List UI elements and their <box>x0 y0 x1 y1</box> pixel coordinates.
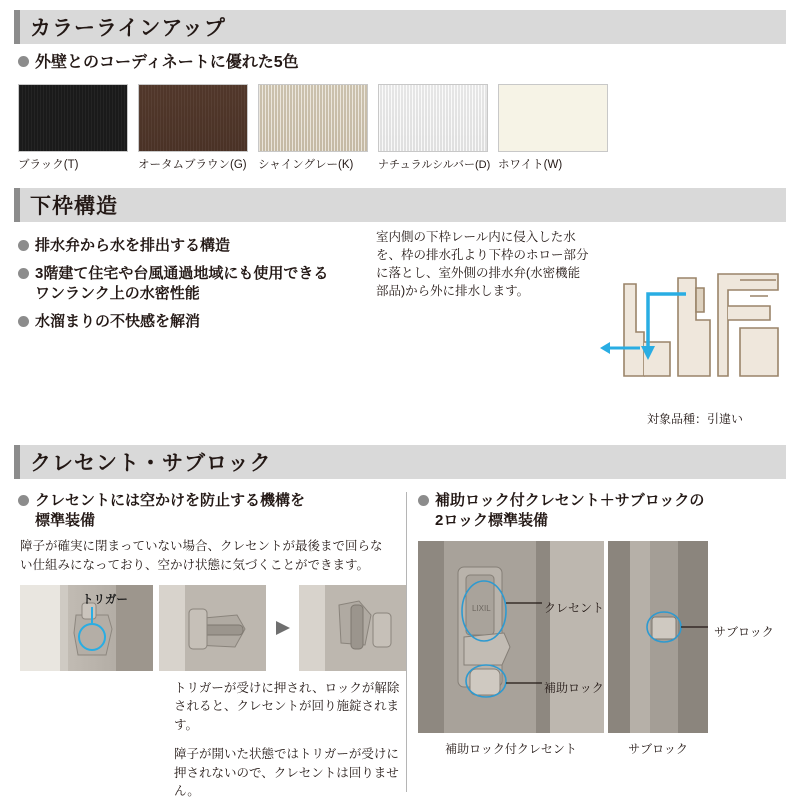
lower-frame-bullet-2-line1: 3階建て住宅や台風通過地域にも使用できる <box>35 264 329 282</box>
color-swatch-item <box>258 84 368 172</box>
crescent-left-heading-line2: 標準装備 <box>35 511 96 529</box>
lower-frame-bullets <box>14 228 366 333</box>
section-accent-bar <box>14 10 20 44</box>
color-label-black: ブラック(T) <box>18 158 79 171</box>
section-title-colors: カラーラインアップ <box>30 17 226 40</box>
lower-frame-bullet-3 <box>18 312 366 332</box>
color-swatch-item <box>498 84 608 172</box>
arrow-container <box>272 585 293 671</box>
bullet-dot-icon <box>18 56 29 67</box>
bullet-dot-icon <box>418 495 429 506</box>
lock-caption-row <box>418 737 786 757</box>
section-header-colors <box>14 10 786 44</box>
crescent-left-heading-line1: クレセントには空かけを防止する機構を <box>35 491 306 509</box>
color-swatch-item <box>138 84 248 172</box>
caption-aux-lock-crescent: 補助ロック付クレセント <box>445 742 577 757</box>
lower-frame-diagram-caption: 対象品種：引違い <box>646 412 743 426</box>
lower-frame-bullet-2-line2: ワンランク上の水密性能 <box>35 285 200 303</box>
crescent-right-column <box>406 483 786 802</box>
photo-crescent-before <box>159 585 266 671</box>
crescent-right-heading-line1: 補助ロック付クレセント＋サブロックの <box>435 491 705 509</box>
section-accent-bar <box>14 445 20 479</box>
document-page <box>0 10 800 810</box>
lower-frame-diagram <box>600 272 790 392</box>
lower-frame-bullet-2 <box>18 264 366 305</box>
color-swatch-shine-gray <box>258 84 368 152</box>
callout-aux-lock: 補助ロック <box>544 681 604 696</box>
color-label-shine-gray: シャイングレー(K) <box>258 158 354 171</box>
color-swatch-row <box>18 84 786 172</box>
section-title-crescent: クレセント・サブロック <box>30 451 272 475</box>
bullet-dot-icon <box>18 495 29 506</box>
lower-frame-bullet-3-text: 水溜まりの不快感を解消 <box>35 313 201 331</box>
color-label-natural-silver: ナチュラルシルバー(D) <box>378 158 491 171</box>
photo-sublock <box>608 541 708 733</box>
section-header-lower-frame <box>14 188 786 222</box>
crescent-note-1: トリガーが受けに押され、ロックが解除されると、クレセントが回り施錠されます。 <box>174 680 400 733</box>
color-swatch-natural-silver <box>378 84 488 152</box>
bullet-dot-icon <box>18 240 29 251</box>
colors-lead-text: 外壁とのコーディネートに優れた5色 <box>35 54 299 71</box>
right-arrow-icon <box>274 619 292 637</box>
column-divider <box>406 492 407 792</box>
color-label-white: ホワイト(W) <box>498 158 563 171</box>
photo-aux-lock-crescent <box>418 541 604 733</box>
crescent-right-heading <box>418 491 786 532</box>
svg-text:LIXIL: LIXIL <box>472 604 491 614</box>
color-swatch-item <box>378 84 491 172</box>
lower-frame-description: 室内側の下枠レール内に侵入した水を、枠の排水孔より下枠のホロー部分に落とし、室外側の排水弁(水密機能部品)から外に排水します。 <box>376 229 589 298</box>
bullet-dot-icon <box>18 268 29 279</box>
bullet-dot-icon <box>18 316 29 327</box>
color-swatch-white <box>498 84 608 152</box>
crescent-photo-row <box>20 585 406 671</box>
crescent-note-2: 障子が開いた状態ではトリガーが受けに押されないので、クレセントは回りません。 <box>174 746 399 799</box>
crescent-left-body: 障子が確実に閉まっていない場合、クレセントが最後まで回らない仕組みになっており、空かけ状態に気づくことができます。 <box>20 539 383 572</box>
section-title-lower-frame: 下枠構造 <box>30 194 118 218</box>
color-label-autumn-brown: オータムブラウン(G) <box>138 158 247 171</box>
color-swatch-item <box>18 84 128 172</box>
color-swatch-black <box>18 84 128 152</box>
lower-frame-bullet-1-text: 排水弁から水を排出する構造 <box>35 236 231 254</box>
colors-lead-bullet <box>18 52 786 74</box>
lower-frame-bullet-1 <box>18 236 366 256</box>
crescent-left-heading <box>18 491 406 532</box>
lower-frame-diagram-svg <box>600 272 790 392</box>
callout-sublock: サブロック <box>714 625 774 640</box>
photo-trigger <box>20 585 153 671</box>
callout-crescent: クレセント <box>544 601 605 616</box>
section-accent-bar <box>14 188 20 222</box>
crescent-columns <box>14 483 786 802</box>
photo-crescent-after <box>299 585 406 671</box>
photo-trigger-label: トリガー <box>82 593 128 606</box>
crescent-left-column <box>14 483 406 802</box>
crescent-right-heading-line2: 2ロック標準装備 <box>435 511 549 529</box>
section-header-crescent <box>14 445 786 479</box>
color-swatch-autumn-brown <box>138 84 248 152</box>
caption-sublock: サブロック <box>628 742 688 757</box>
